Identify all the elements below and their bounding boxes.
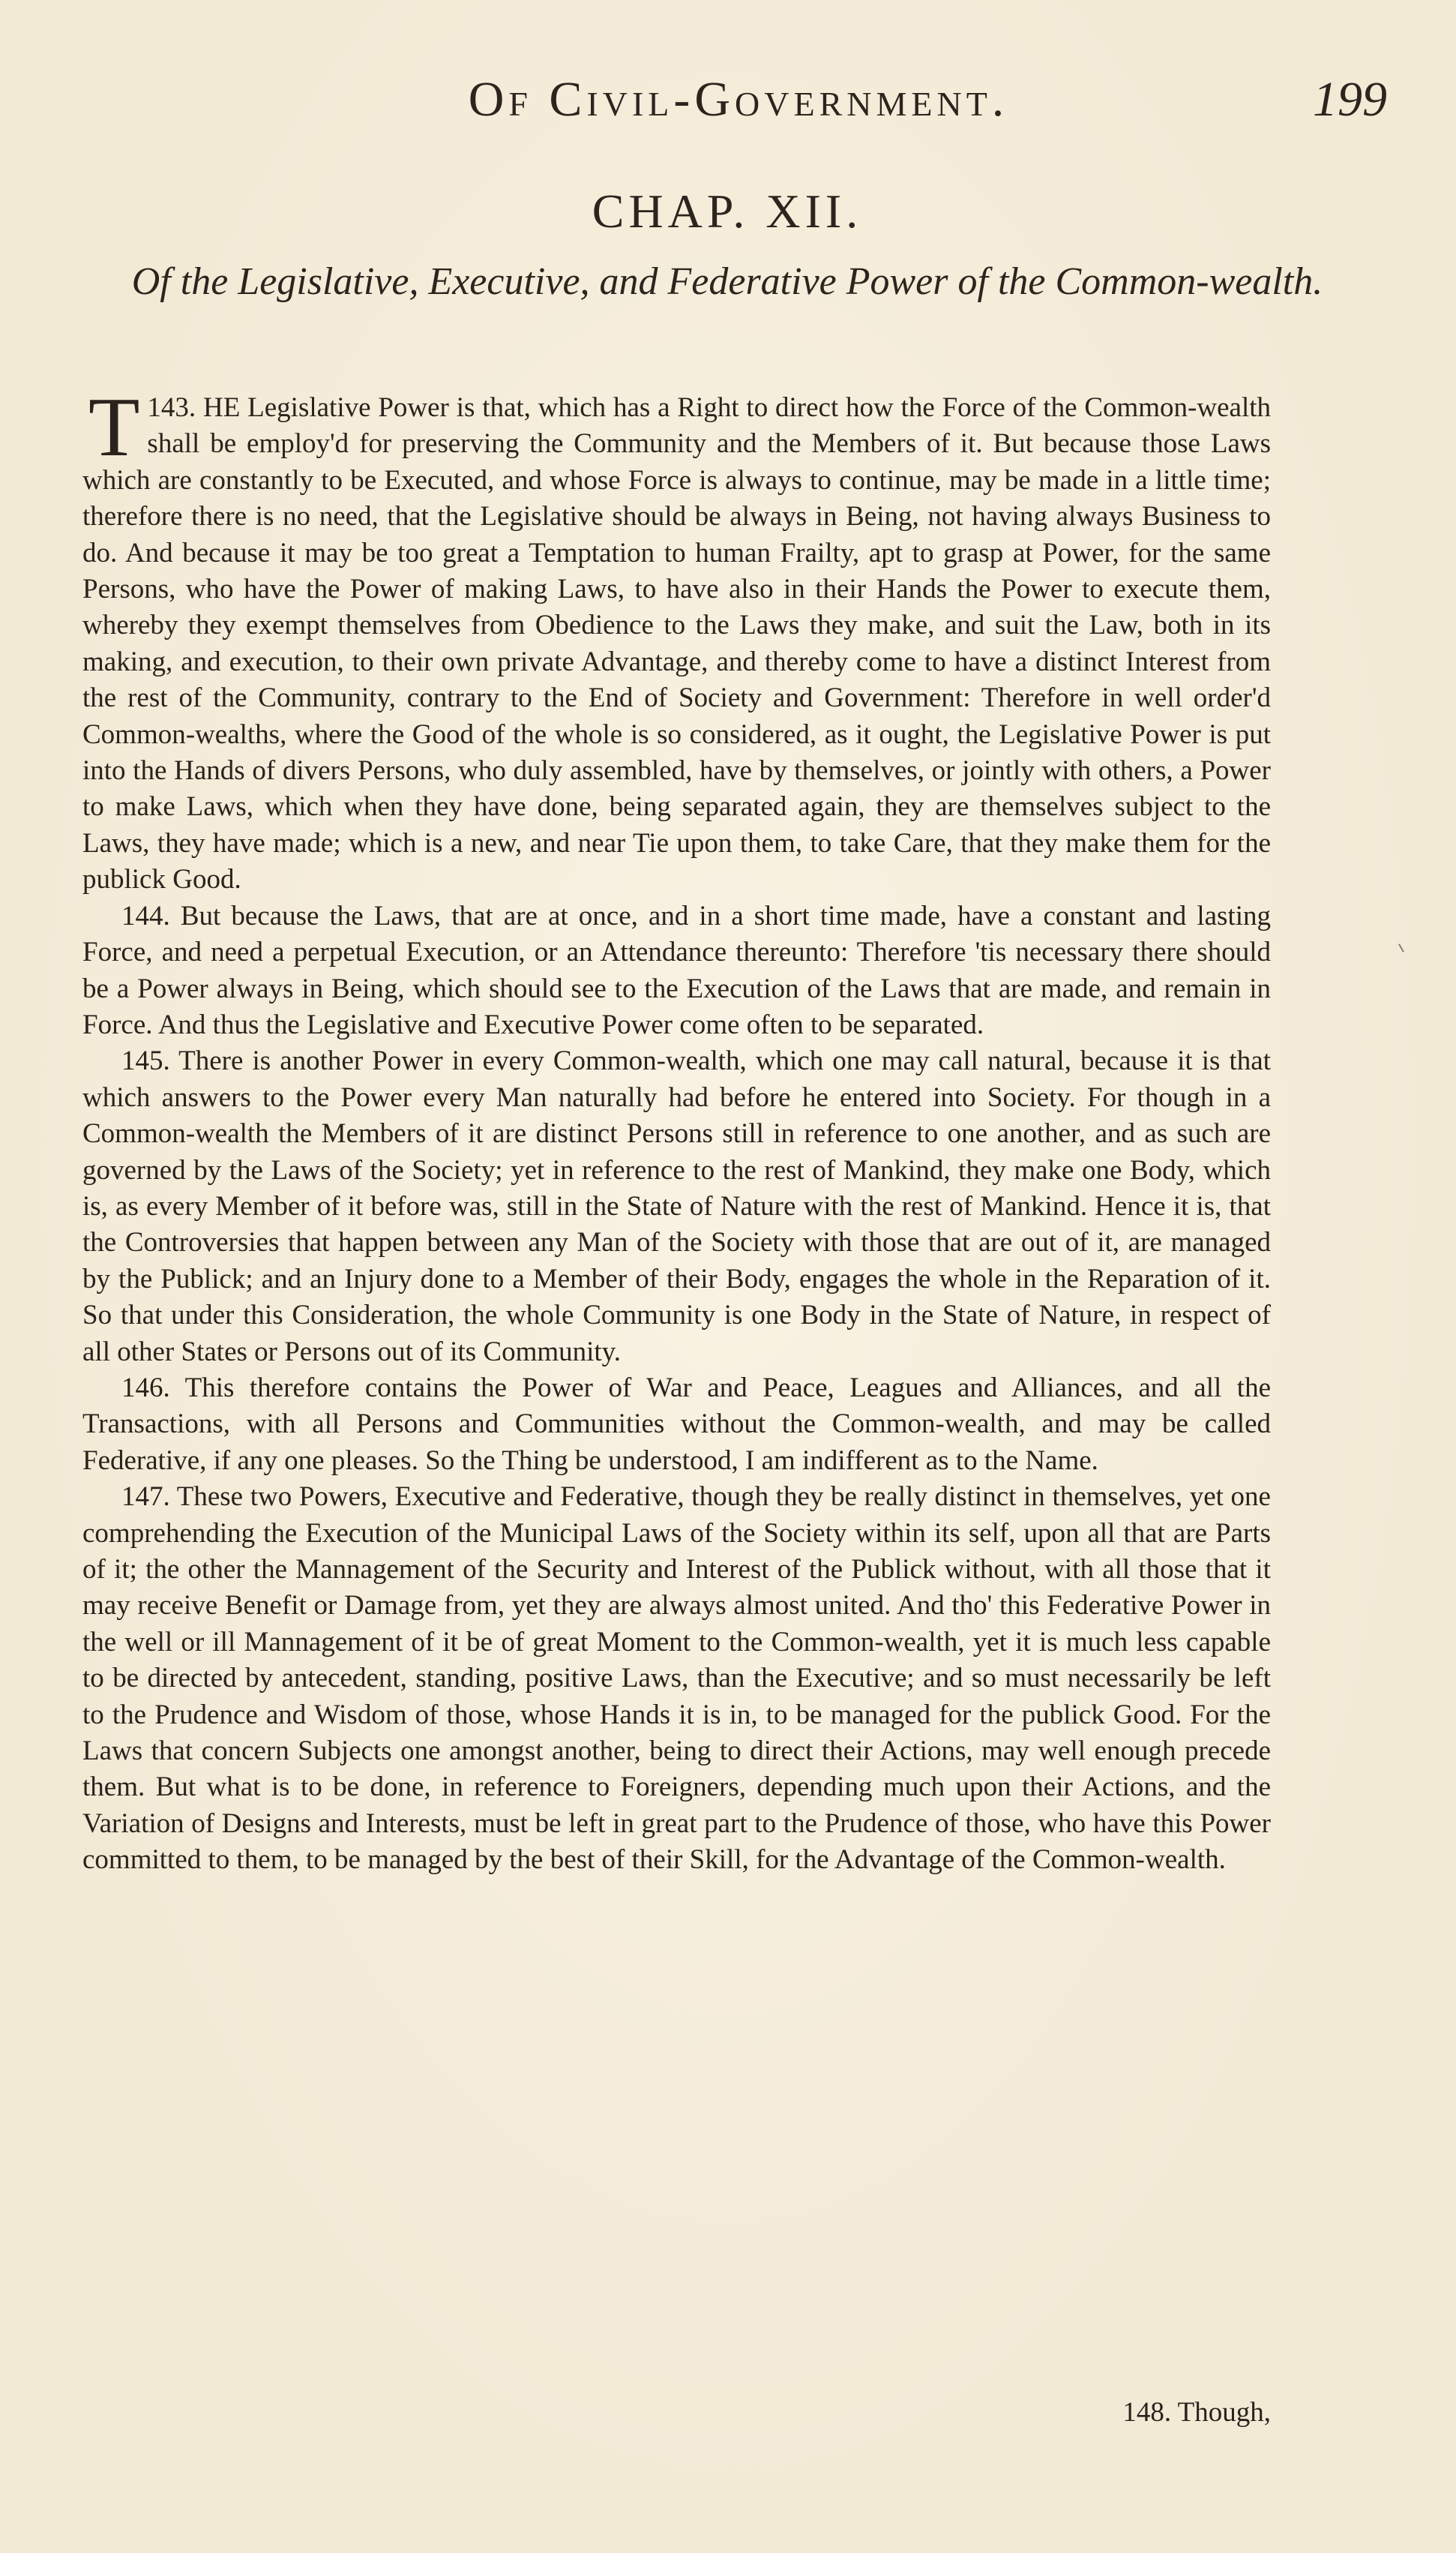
margin-mark xyxy=(1398,944,1404,952)
paragraph-text: This therefore contains the Power of War and Peace, Leagues and Alliances, and all the Transactions, with all Persons and Communities without the Common-wealth, and may be called Federative, if any one pleases. So the Thing be understood, I am indifferent as to the Name. xyxy=(82,1372,1271,1476)
chapter-heading: CHAP. XII. xyxy=(592,184,863,238)
drop-cap: T xyxy=(88,381,140,474)
catchword: 148. Though, xyxy=(1122,2397,1271,2428)
section-number: 147. xyxy=(121,1481,170,1513)
chapter-subtitle: Of the Legislative, Executive, and Federative Power of the Common-wealth. xyxy=(131,260,1323,303)
paragraph-text: HE Legislative Power is that, which has a Right to direct how the Force of the Common-wealth shall be employ'd for preserving the Community and the Members of it. But because those Laws which are constantly to be Executed, and whose Force is always to continue, may be made in a little time; therefore there is no need, that the Legislative should be always in Being, not having always Business to do. And because it may be too great a Temptation to human Frailty, apt to grasp at Power, for the same Persons, who have the Power of making Laws, to have also in their Hands the Power to execute them, whereby they exempt themselves from Obedience to the Laws they make, and suit the Law, both in its making, and execution, to their own private Advantage, and thereby come to have a distinct Interest from the rest of the Community, contrary to the End of Society and Government: Therefore in well order'd Common-wealths, where the Good of the whole is so considered, as it ought, the Legislative Power is put into the Hands of divers Persons, who duly assembled, have by themselves, or jointly with others, a Power to make Laws, which when they have done, being separated again, they are themselves subject to the Laws, they have made; which is a new, and near Tie upon them, to take Care, that they make them for the publick Good. xyxy=(82,392,1272,896)
paragraph-text: There is another Power in every Common-wealth, which one may call natural, because it is that which answers to the Power every Man naturally had before he entered into Society. For though in a Common-wealth the Members of it are distinct Persons still in reference to one another, and as such are governed by the Laws of the Society; yet in reference to the rest of Mankind, they make one Body, which is, as every Member of it before was, still in the State of Nature with the rest of Mankind. Hence it is, that the Controversies that happen between any Man of the Society with those that are out of it, are managed by the Publick; and an Injury done to a Member of their Body, engages the whole in the Reparation of it. So that under this Consideration, the whole Community is one Body in the State of Nature, in respect of all other States or Persons out of its Community. xyxy=(82,1046,1271,1367)
paragraph-145 xyxy=(82,1043,1271,1370)
paragraph-144 xyxy=(82,898,1271,1044)
section-number: 146. xyxy=(121,1372,170,1403)
section-number: 143. xyxy=(147,392,196,423)
section-number: 145. xyxy=(121,1046,170,1077)
page-number: 199 xyxy=(1313,72,1387,127)
running-title: Of Civil-Government. xyxy=(468,72,1009,127)
section-number: 144. xyxy=(121,900,170,932)
paragraph-147 xyxy=(82,1479,1271,1878)
paragraph-143 xyxy=(82,381,1272,898)
paragraph-146 xyxy=(82,1370,1271,1479)
running-head xyxy=(82,71,1395,139)
paragraph-text: But because the Laws, that are at once, and in a short time made, have a constant and lasting Force, and need a perpetual Execution, or an Attendance thereunto: Therefore 'tis necessary there should be a Power always in Being, which should see to the Execution of the Laws that are made, and remain in Force. And thus the Legislative and Executive Power come often to be separated. xyxy=(82,900,1271,1040)
paragraph-text: These two Powers, Executive and Federative, though they be really distinct in themselves, yet one comprehending the Execution of the Municipal Laws of the Society within its self, upon all that are Parts of it; the other the Mannagement of the Security and Interest of the Publick without, with all those that it may receive Benefit or Damage from, yet they are always almost united. And tho' this Federative Power in the well or ill Mannagement of it be of great Moment to the Common-wealth, yet it is much less capable to be directed by antecedent, standing, positive Laws, than the Executive; and so must necessarily be left to the Prudence and Wisdom of those, whose Hands it is in, to be managed for the publick Good. For the Laws that concern Subjects one amongst another, being to direct their Actions, may well enough precede them. But what is to be done, in reference to Foreigners, depending much upon their Actions, and the Variation of Designs and Interests, must be left in great part to the Prudence of those, who have this Power committed to them, to be managed by the best of their Skill, for the Advantage of the Common-wealth. xyxy=(82,1481,1271,1876)
chapter-body xyxy=(82,381,1272,1879)
